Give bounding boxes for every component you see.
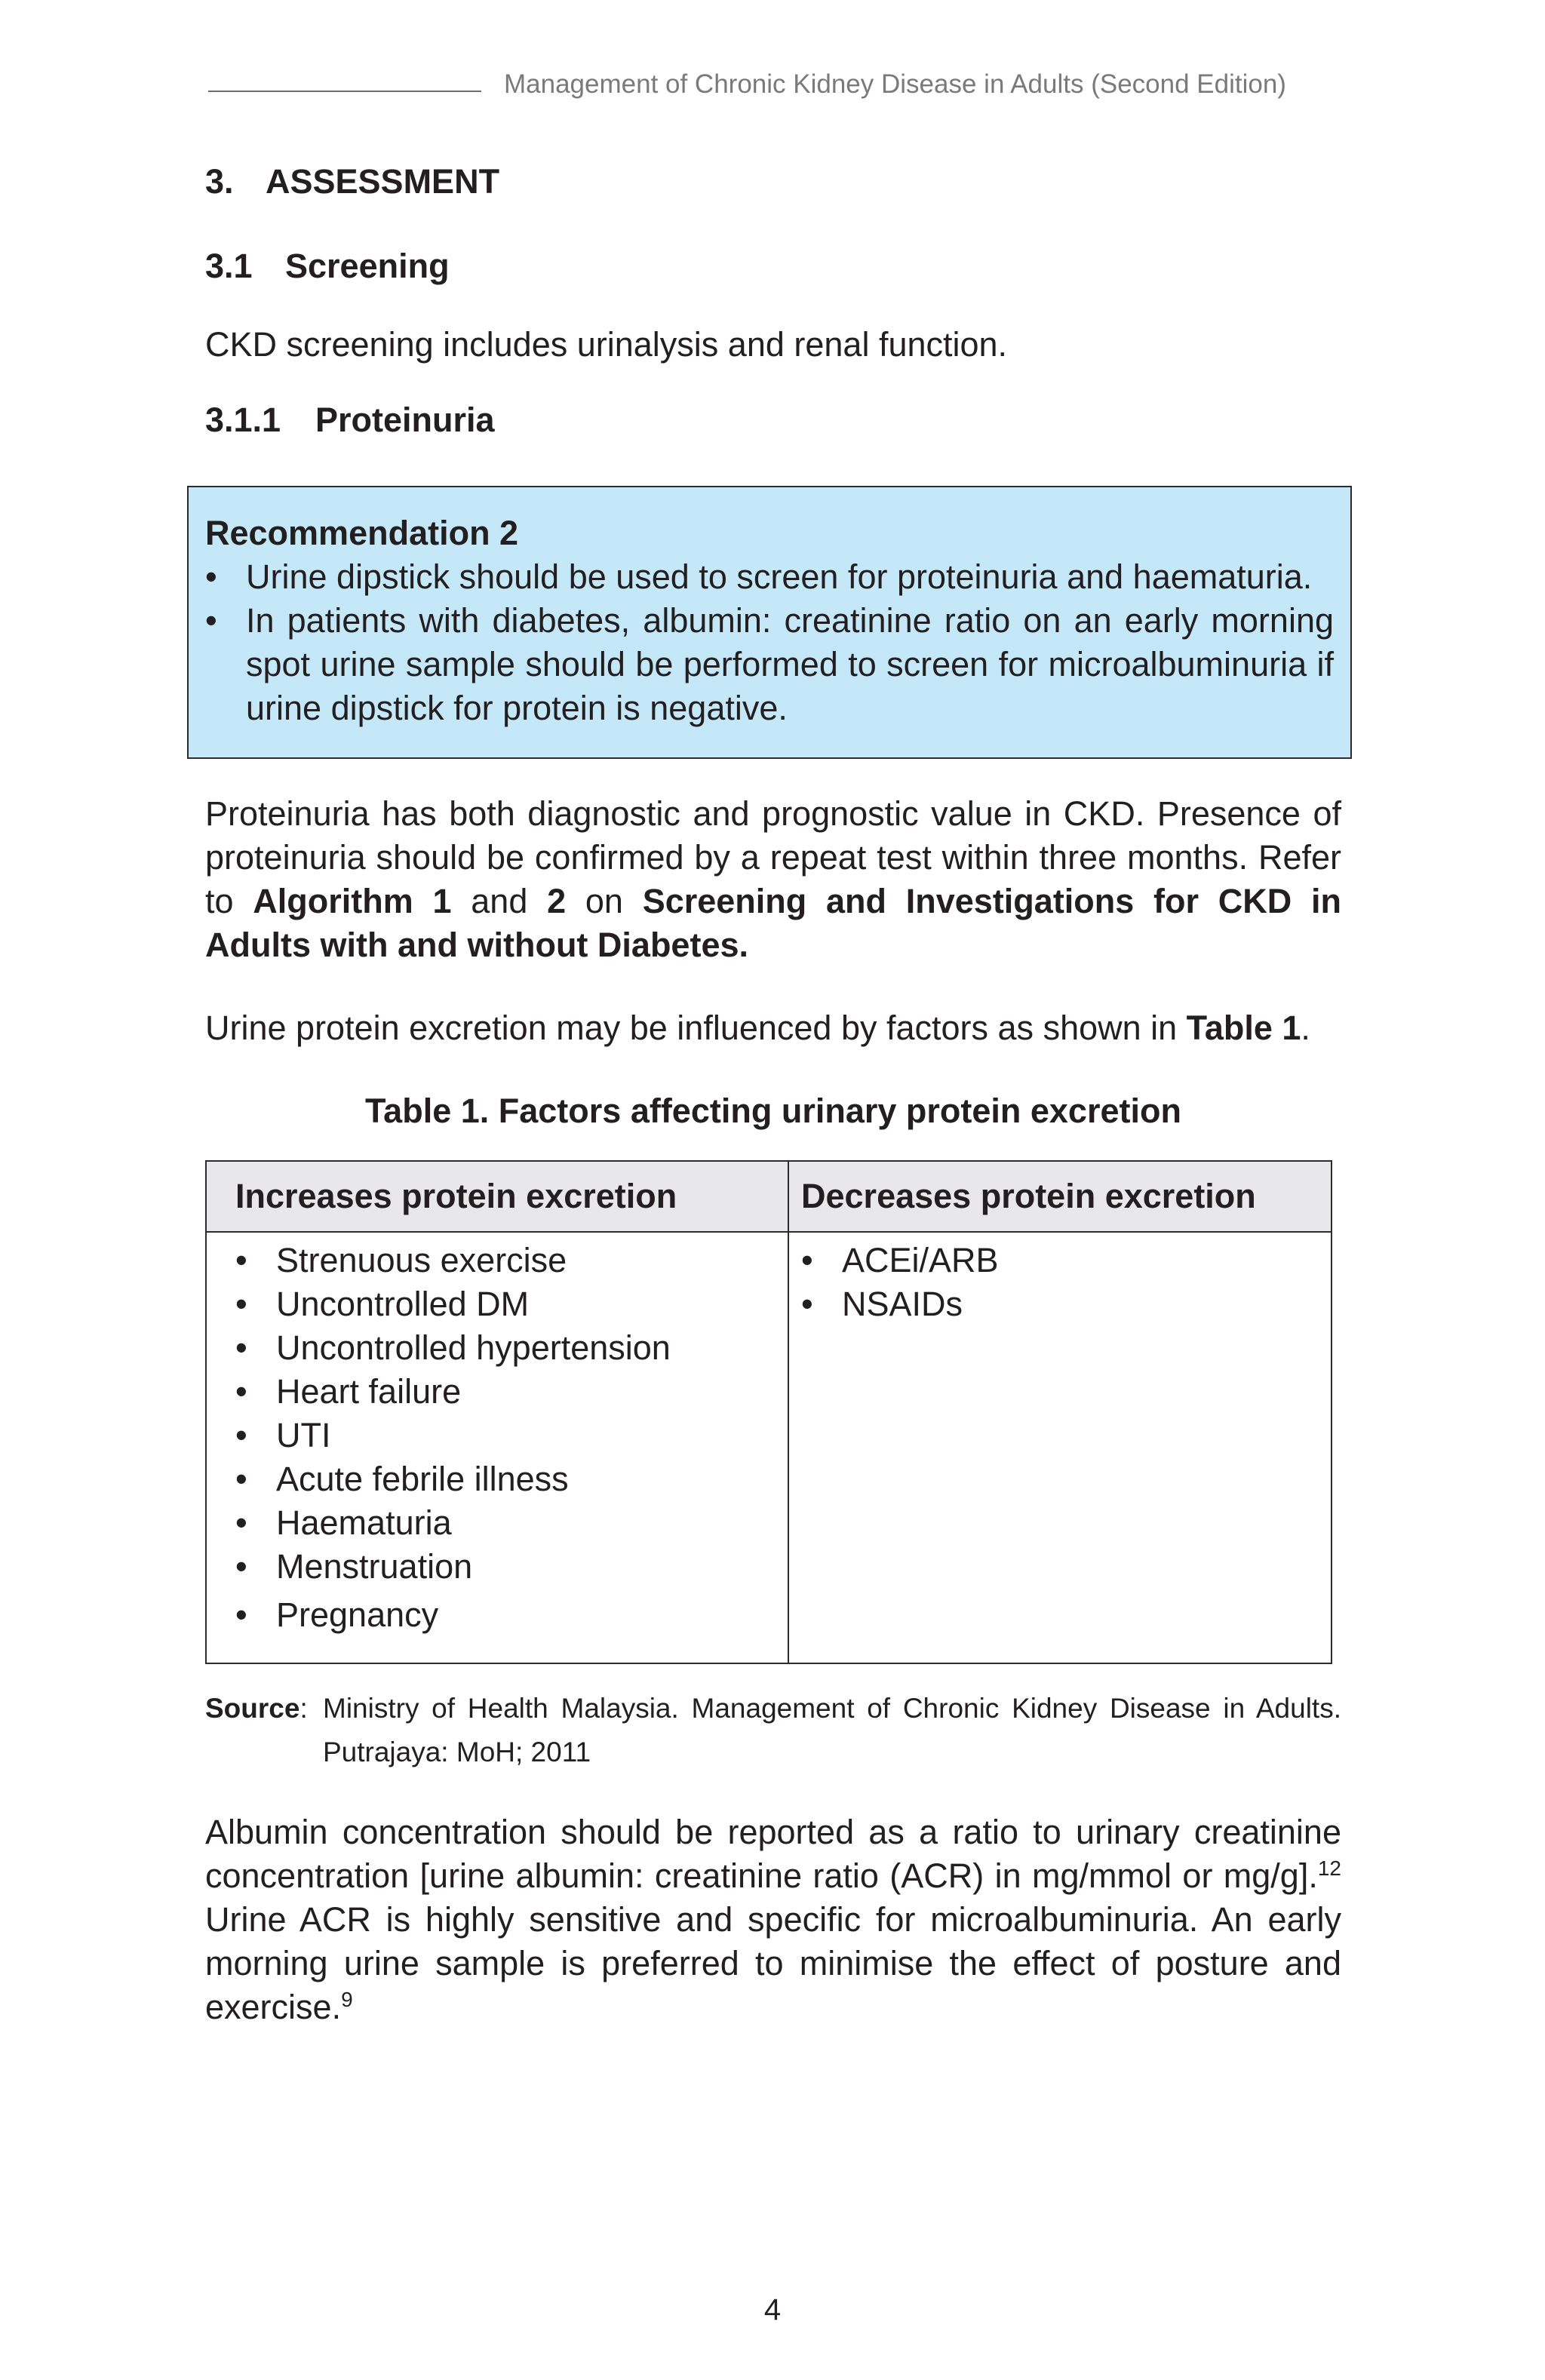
decreases-list [801,1239,1331,1326]
source-text: Ministry of Health Malaysia. Management of Chronic Kidney Disease in Adults. Putrajaya: MoH; 2011 [323,1693,1341,1767]
list-item: • Uncontrolled DM [235,1282,788,1326]
table-source [205,1687,1341,1774]
subsection-title: Screening [285,247,450,285]
list-item: • Acute febrile illness [235,1457,788,1501]
paragraph-text: Urine protein excretion may be influenced by factors as shown in [205,1009,1187,1047]
source-label: Source [205,1693,300,1724]
paragraph-text: on [566,882,643,920]
list-item: • UTI [235,1414,788,1457]
list-item: • Pregnancy [235,1593,788,1637]
recommendation-item: • In patients with diabetes, albumin: creatinine ratio on an early morning spot urine sample should be performed to screen for microalbuminuria if urine dipstick for protein is negative. [205,599,1334,730]
main-content [205,158,1341,2029]
section-number: 3. [205,162,234,201]
recommendation-item: • Urine dipstick should be used to screen for proteinuria and haematuria. [205,555,1334,599]
algorithm-reference: 2 [547,882,567,920]
table-reference: Table 1 [1186,1009,1301,1047]
algorithm-reference: Algorithm 1 [253,882,452,920]
column-header-decreases: Decreases protein excretion [788,1161,1332,1232]
list-item: • ACEi/ARB [801,1239,1331,1282]
subsubsection-heading [205,397,1341,444]
paragraph-text: and [451,882,548,920]
paragraph-text: Urine ACR is highly sensitive and specific for microalbuminuria. An early morning urine sample is preferred to minimise the effect of posture and exercise. [205,1900,1341,2026]
section-heading [205,158,1341,205]
list-item: • Uncontrolled hypertension [235,1326,788,1370]
header-rule [208,91,481,92]
proteinuria-paragraph [205,792,1341,967]
citation-superscript: 12 [1317,1856,1341,1880]
decreases-cell [788,1232,1332,1663]
paragraph-text: Proteinuria has both diagnostic and prognostic value in CKD. Presence of proteinuria should be confirmed by a repeat test within three months. Refer to [205,794,1341,920]
subsubsection-title: Proteinuria [315,401,495,439]
page-number: 4 [763,2293,782,2326]
recommendation-title: Recommendation 2 [205,514,519,552]
section-title: ASSESSMENT [266,162,500,201]
table-row [206,1232,1332,1663]
paragraph-text: Albumin concentration should be reported as a ratio to urinary creatinine concentration [urine albumin: creatinine ratio (ACR) in mg/mmol or mg/g]. [205,1813,1341,1895]
recommendation-box [187,486,1352,759]
list-item: • Haematuria [235,1501,788,1545]
algorithm-title-reference: Screening and Investigations for CKD in Adults with and without Diabetes. [205,882,1342,964]
list-item: • Heart failure [235,1370,788,1414]
subsection-heading [205,243,1341,290]
paragraph-text: . [1301,1009,1310,1047]
factors-table [205,1160,1332,1664]
increases-list [235,1239,788,1637]
source-colon: : [299,1693,315,1724]
running-header [208,69,1341,100]
table-header-row [206,1161,1332,1232]
increases-cell [206,1232,788,1663]
list-item: • Menstruation [235,1545,788,1589]
running-title: Management of Chronic Kidney Disease in Adults (Second Edition) [504,69,1286,99]
acr-paragraph [205,1810,1341,2029]
table-reference-paragraph [205,1006,1341,1050]
screening-intro: CKD screening includes urinalysis and renal function. [205,325,1008,364]
column-header-increases: Increases protein excretion [206,1161,788,1232]
citation-superscript: 9 [341,1988,353,2011]
table-caption: Table 1. Factors affecting urinary protein excretion [365,1092,1181,1130]
subsection-number: 3.1 [205,247,253,285]
list-item: • Strenuous exercise [235,1239,788,1282]
subsubsection-number: 3.1.1 [205,401,281,439]
recommendation-list [205,555,1334,730]
list-item: • NSAIDs [801,1282,1331,1326]
